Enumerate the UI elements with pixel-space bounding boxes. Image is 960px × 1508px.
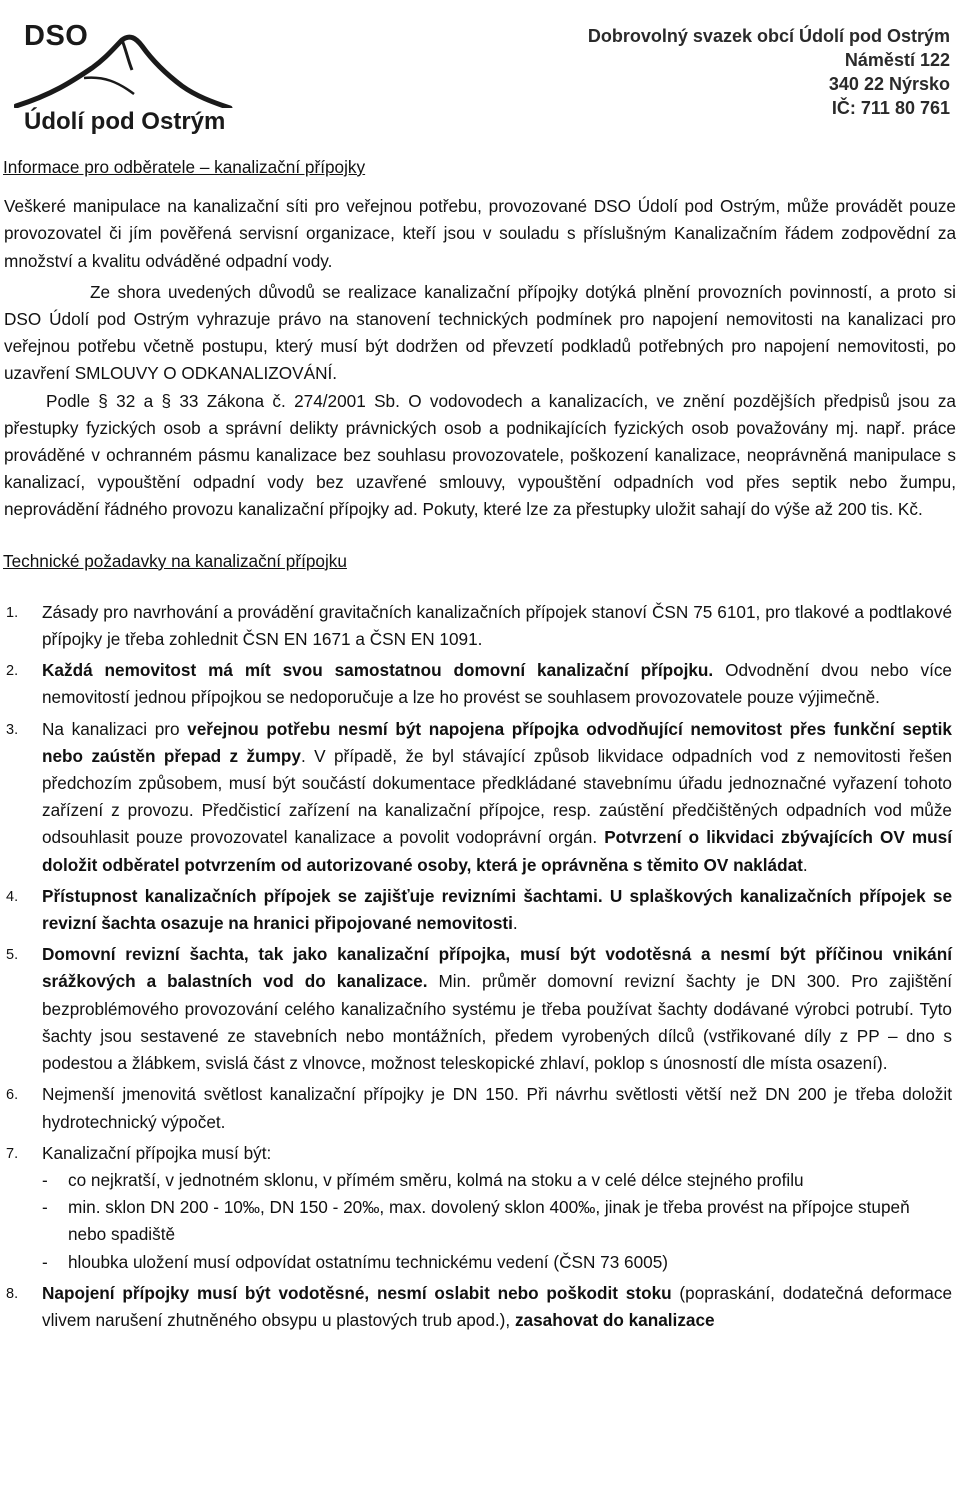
org-city: 340 22 Nýrsko xyxy=(828,74,950,94)
dash-bullet: - xyxy=(42,1197,48,1218)
logo-acronym: DSO xyxy=(24,20,89,52)
list-item-text: hloubka uložení musí odpovídat ostatnímu technickému vedení (ČSN 73 6005) xyxy=(68,1251,669,1272)
requirement-number: 8. xyxy=(6,1285,19,1302)
requirement-text: . xyxy=(512,913,518,934)
requirement-text: . V případě, že byl stávající způsob likvidace odpadních vod z nemovitosti řešen předchozím způsobem, musí být součástí dokumentace předkládané stavebnímu úřadu jednoznačné vyřazení tohoto zařízení z provozu. Předčisticí zařízení na kanalizační přípojce, resp. zaústění předčištěných odpadních vod může odsouhlasit pouze provozovatel kanalizace a povolit vodoprávní orgán. xyxy=(42,745,952,848)
list-item xyxy=(42,1194,952,1248)
organization-info xyxy=(588,24,950,120)
requirement-bold-text: Přístupnost kanalizačních přípojek se zajišťuje revizními šachtami. U splaškových kanalizačních přípojek se revizní šachta osazuje na hranici připojované nemovitosti xyxy=(42,885,952,934)
penalties-text: O vodovodech a kanalizacích, ve znění pozdějších předpisů jsou za přestupky fyzických osob a správní delikty právnických osob a podnikajících fyzických osob považovány mj. např. práce prováděné v ochranném pásmu kanalizace bez souhlasu provozovatele, poškození kanalizace, neoprávněná manipulace s kanalizací, vypouštění odpadní vody bez uzavřené smlouvy, vypouštění odpadních vod přes septik nebo žumpu, neprovádění řádného provozu kanalizační přípojky ad. Pokuty, které lze za přestupky uložit sahají do výše až 200 tis. Kč. xyxy=(4,390,956,520)
org-street: Náměstí 122 xyxy=(844,50,950,70)
requirement-bold-text: Napojení přípojky musí být vodotěsné, nesmí oslabit nebo poškodit stoku xyxy=(42,1282,672,1303)
requirement-bold-text: Potvrzení o likvidaci zbývajících OV musí doložit odběratel potvrzením od autorizované osoby, která je oprávněna s těmito OV nakládat xyxy=(42,827,952,875)
requirement-text: . xyxy=(802,854,808,875)
requirement-number: 2. xyxy=(6,663,19,680)
requirement-number: 4. xyxy=(6,888,19,905)
requirement-6 xyxy=(0,1081,952,1135)
dash-bullet: - xyxy=(42,1251,48,1272)
law-reference: Podle § 32 a § 33 Zákona č. 274/2001 Sb. xyxy=(46,390,400,411)
document-body xyxy=(0,154,960,1338)
intro-paragraph: Veškeré manipulace na kanalizační síti pro veřejnou potřebu, provozované DSO Údolí pod Ostrým, může provádět pouze provozovatel či jím pověřená servisní organizace, kteří jsou v souladu s příslušným Kanalizačním řádem zodpovědní za množství a kvalitu odváděné odpadní vody. xyxy=(4,196,956,271)
requirement-text: (popraskání, dodatečná deformace vlivem narušení zhutněného obsypu u plastových trub apod.), xyxy=(42,1282,952,1330)
list-item-text: co nejkratší, v jednotném sklonu, v přímém směru, kolmá na stoku a v celé délce stejného profilu xyxy=(68,1169,804,1190)
requirement-1 xyxy=(0,599,952,653)
requirement-bold-text: Každá nemovitost má mít svou samostatnou domovní kanalizační přípojku. xyxy=(42,660,714,681)
requirement-number: 5. xyxy=(6,947,19,964)
requirement-8 xyxy=(0,1280,952,1334)
requirement-4 xyxy=(0,883,952,937)
requirement-3 xyxy=(0,716,952,879)
requirement-2 xyxy=(0,657,952,711)
list-item xyxy=(42,1249,952,1276)
list-item-text: min. sklon DN 200 - 10‰, DN 150 - 20‰, max. dovolený sklon 400‰, jinak je třeba provést na přípojce stupeň nebo spadiště xyxy=(68,1197,910,1245)
requirement-7 xyxy=(0,1140,952,1276)
requirement-text: Odvodnění dvou nebo více nemovitostí jednou přípojkou se nedoporučuje a lze ho provést se souhlasem provozovatele pouze výjimečně. xyxy=(42,660,952,708)
requirement-5 xyxy=(0,941,952,1077)
conditions-paragraph: Ze shora uvedených důvodů se realizace kanalizační přípojky dotýká plnění provozních povinností, a proto si DSO Údolí pod Ostrým vyhrazuje právo na stanovení technických podmínek pro napojení nemovitosti na kanalizaci pro veřejnou potřebu včetně postupu, který musí být dodržen od převzetí podkladů potřebných pro napojení nemovitosti, po uzavření SMLOUVY O ODKANALIZOVÁNÍ. xyxy=(4,281,956,384)
requirement-text: Na kanalizaci pro xyxy=(42,718,188,739)
requirement-number: 7. xyxy=(6,1145,19,1162)
document-title: Informace pro odběratele – kanalizační přípojky xyxy=(3,157,366,177)
requirement-text: Zásady pro navrhování a provádění gravitačních kanalizačních přípojek stanoví ČSN 75 6101, pro tlakové a podtlakové přípojky je třeba zohlednit ČSN EN 1671 a ČSN EN 1091. xyxy=(42,601,952,650)
org-name: Dobrovolný svazek obcí Údolí pod Ostrým xyxy=(587,26,950,46)
requirement-bold-text: Domovní revizní šachta, tak jako kanalizační přípojka, musí být vodotěsná a nesmí být příčinou vnikání srážkových a balastních vod do kanalizace. xyxy=(42,944,952,992)
logo-name: Údolí pod Ostrým xyxy=(24,108,226,135)
dash-bullet: - xyxy=(42,1169,48,1190)
requirement-bold-text: zasahovat do kanalizace xyxy=(514,1309,715,1330)
requirement-number: 1. xyxy=(6,604,19,621)
list-item xyxy=(42,1167,952,1194)
requirement-number: 6. xyxy=(6,1087,19,1104)
requirement-number: 3. xyxy=(6,721,19,738)
org-ico: IČ: 711 80 761 xyxy=(831,98,950,118)
requirements-list xyxy=(0,599,960,1334)
requirement-7-sublist xyxy=(42,1167,952,1276)
requirement-text: Kanalizační přípojka musí být: xyxy=(42,1142,272,1163)
requirement-bold-text: veřejnou potřebu nesmí být napojena přípojka odvodňující nemovitost přes funkční septik nebo zaústěn přepad z žumpy xyxy=(42,718,952,766)
logo xyxy=(14,8,234,138)
requirement-text: Nejmenší jmenovitá světlost kanalizační přípojky je DN 150. Při návrhu světlosti větší než DN 200 je třeba doložit hydrotechnický výpočet. xyxy=(42,1084,952,1132)
requirement-text: Min. průměr domovní revizní šachty je DN 300. Pro zajištění bezproblémového provozování celého kanalizačního systému je třeba používat šachty dodávané výrobci potrubí. Tyto šachty jsou sestavené ze stavebních nebo montážních, předem vyrobených dílců (vstřikované díly z PP – dno s podestou a žlábkem, svislá část z vlnovce, možnost teleskopické zhlaví, poklop s únosností dle místa osazení). xyxy=(42,971,952,1074)
section-title: Technické požadavky na kanalizační přípojku xyxy=(3,550,347,571)
penalties-paragraph xyxy=(0,388,960,524)
